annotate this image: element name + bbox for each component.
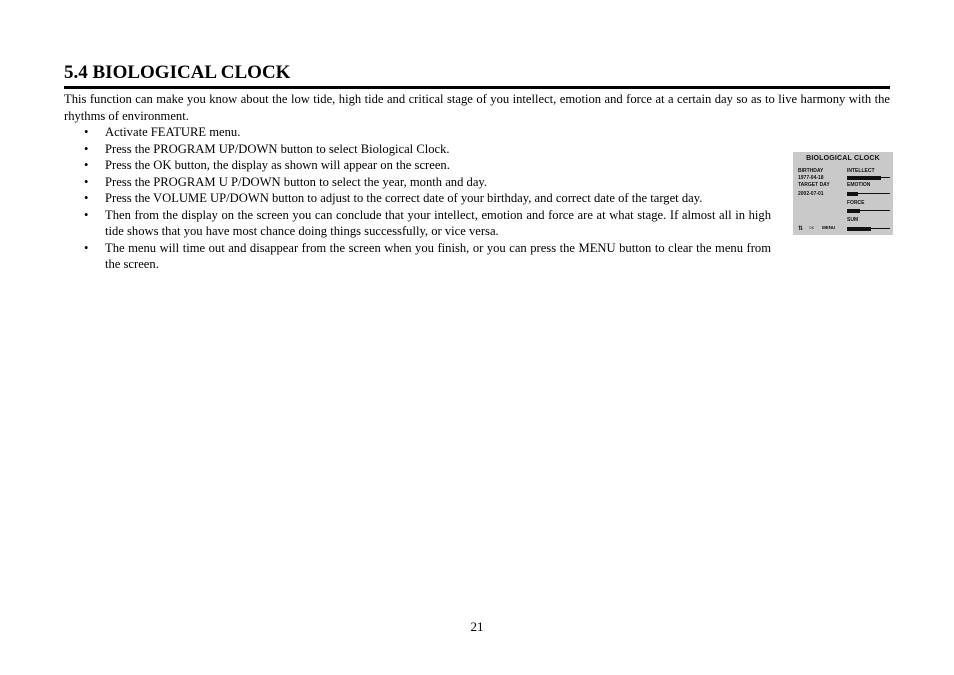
bullet-icon: • (84, 207, 89, 222)
intellect-bar (847, 176, 881, 180)
step-text: Press the OK button, the display as shown will appear on the screen. (105, 158, 450, 172)
list-item (64, 190, 771, 207)
step-text: Press the PROGRAM UP/DOWN button to select Biological Clock. (105, 141, 450, 156)
step-text: Press the PROGRAM U P/DOWN button to select the year, month and day. (105, 174, 488, 189)
bullet-icon: • (84, 125, 89, 139)
list-item (64, 141, 771, 158)
page-number: 21 (470, 619, 484, 634)
bullet-icon: • (84, 191, 89, 205)
biological-clock-osd (793, 152, 893, 235)
force-bar (847, 209, 860, 213)
target-day-label: TARGET DAY (798, 182, 830, 188)
ok-hint: OK (809, 226, 815, 230)
list-item (64, 240, 771, 273)
list-item (64, 207, 771, 240)
steps-list (64, 124, 771, 273)
list-item (64, 174, 771, 191)
step-text: Activate FEATURE menu. (105, 125, 241, 139)
step-text: Press the VOLUME UP/DOWN button to adjust to the correct date of your birthday, and correct date of the target day. (105, 191, 703, 205)
force-label: FORCE (847, 200, 865, 206)
list-item (64, 157, 771, 174)
bullet-icon: • (84, 240, 89, 255)
emotion-bar (847, 192, 858, 196)
emotion-label: EMOTION (847, 182, 871, 188)
sum-label: SUM (847, 217, 859, 223)
step-text: Then from the display on the screen you can conclude that your intellect, emotion and force are at what stage. If almost all in high tide shows that you have most chance doing things successfully, or vice versa. (105, 207, 771, 238)
birthday-value: 1977-04-18 (798, 175, 824, 181)
birthday-label: BIRTHDAY (798, 168, 824, 174)
bullet-icon: • (84, 174, 89, 189)
bullet-icon: • (84, 158, 89, 172)
menu-hint: MENU (822, 225, 836, 230)
osd-title: BIOLOGICAL CLOCK (806, 155, 880, 162)
intellect-label: INTELLECT (847, 168, 875, 174)
target-day-value: 2002-07-01 (798, 191, 824, 197)
up-down-arrows-icon: ⇅ (798, 226, 804, 232)
step-text: The menu will time out and disappear from the screen when you finish, or you can press the MENU button to clear the menu from the screen. (105, 240, 771, 271)
list-item (64, 124, 771, 141)
sum-bar (847, 227, 871, 231)
section-title: 5.4 BIOLOGICAL CLOCK (64, 62, 890, 89)
intro-paragraph: This function can make you know about the low tide, high tide and critical stage of you intellect, emotion and force at a certain day so as to live harmony with the rhythms of environment. (64, 92, 890, 123)
bullet-icon: • (84, 141, 89, 156)
